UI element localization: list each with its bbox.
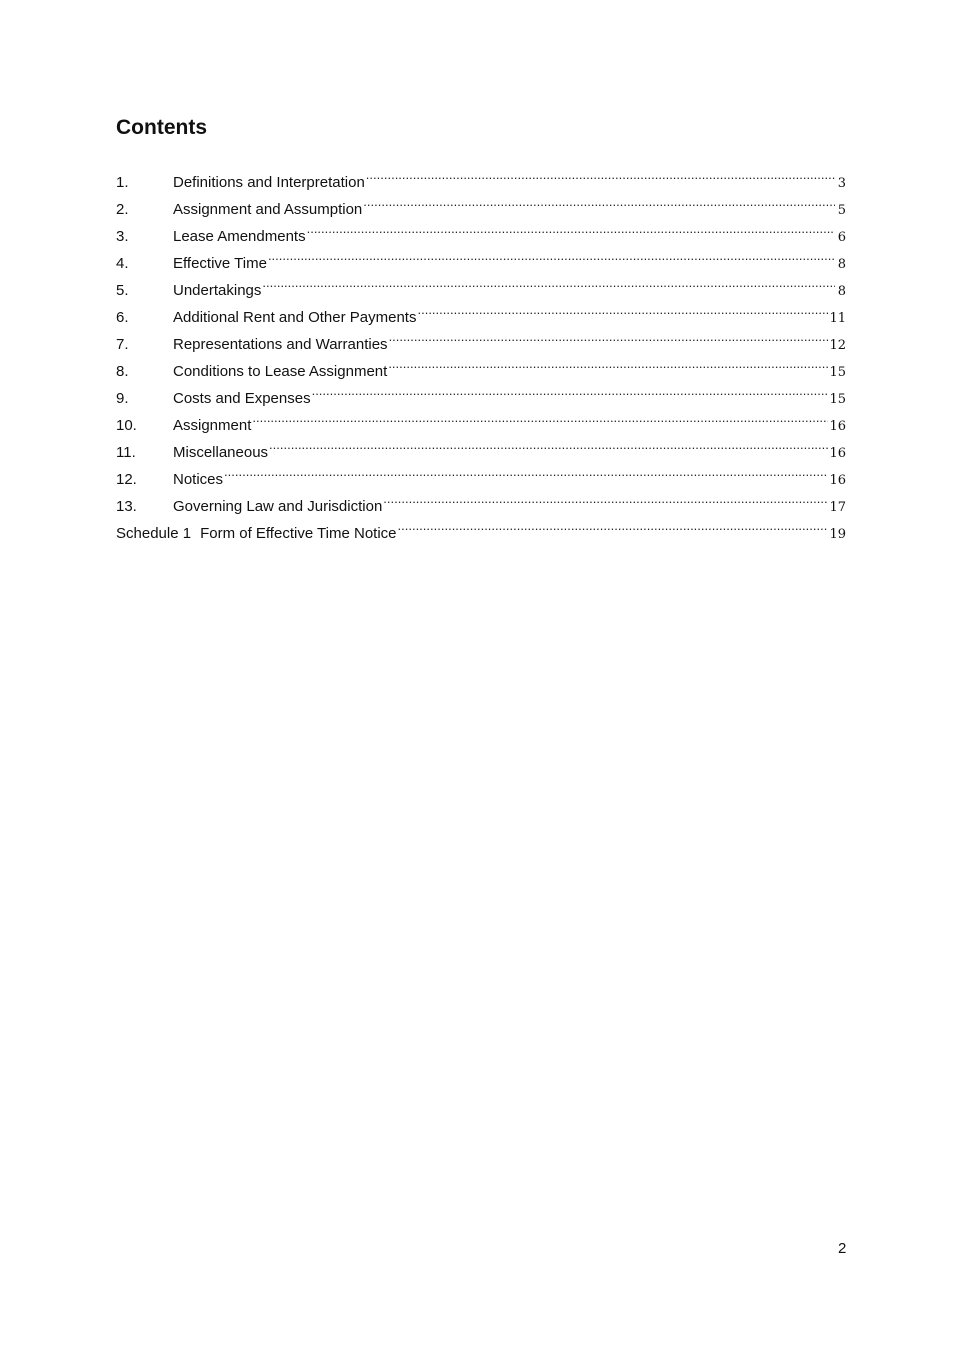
- toc-entry-page: 16: [829, 473, 846, 488]
- dot-leader: [366, 160, 835, 187]
- toc-entry-page: 15: [829, 392, 846, 407]
- toc-entry-page: 12: [829, 338, 846, 353]
- toc-entry-title[interactable]: Undertakings: [173, 282, 262, 299]
- toc-entry-page: 8: [837, 257, 846, 272]
- toc-entry-number: 12.: [116, 471, 137, 488]
- toc-entry-title[interactable]: Governing Law and Jurisdiction: [173, 498, 383, 515]
- dot-leader: [262, 268, 835, 295]
- toc-entry-title[interactable]: Effective Time: [173, 255, 267, 272]
- toc-entry-number: 8.: [116, 363, 129, 380]
- toc-entry[interactable]: [116, 457, 846, 488]
- toc-schedule-page: 19: [829, 527, 846, 542]
- page-number: 2: [838, 1240, 847, 1257]
- toc-entry-number: 10.: [116, 417, 137, 434]
- toc-entry-title[interactable]: Assignment: [173, 417, 252, 434]
- dot-leader: [312, 376, 829, 403]
- dot-leader: [268, 241, 835, 268]
- page-title: Contents: [116, 116, 207, 139]
- toc-entry-number: 6.: [116, 309, 129, 326]
- toc-entry-number: 11.: [116, 444, 136, 461]
- dot-leader: [398, 511, 829, 538]
- toc-entry-number: 9.: [116, 390, 129, 407]
- toc-entry-page: 16: [829, 419, 846, 434]
- toc-entry-title[interactable]: Definitions and Interpretation: [173, 174, 365, 191]
- dot-leader: [389, 322, 829, 349]
- toc-schedule-label: Schedule 1: [116, 525, 192, 542]
- toc-entry-number: 7.: [116, 336, 129, 353]
- dot-leader: [388, 349, 828, 376]
- dot-leader: [252, 403, 828, 430]
- toc-entry[interactable]: [116, 160, 846, 191]
- toc-entry-title[interactable]: Costs and Expenses: [173, 390, 311, 407]
- toc-entry-title[interactable]: Representations and Warranties: [173, 336, 388, 353]
- dot-leader: [307, 214, 835, 241]
- toc-entry-number: 4.: [116, 255, 129, 272]
- toc-entry-page: 11: [829, 311, 846, 326]
- toc-entry-page: 5: [837, 203, 846, 218]
- toc-entry-number: 5.: [116, 282, 129, 299]
- toc-schedule-title[interactable]: Form of Effective Time Notice: [200, 525, 397, 542]
- toc-entry-page: 15: [829, 365, 846, 380]
- toc-entry-page: 8: [837, 284, 846, 299]
- toc-entry-title[interactable]: Assignment and Assumption: [173, 201, 363, 218]
- toc-entry-title[interactable]: Lease Amendments: [173, 228, 306, 245]
- toc-entry-number: 13.: [116, 498, 137, 515]
- toc-entry-title[interactable]: Notices: [173, 471, 224, 488]
- dot-leader: [224, 457, 828, 484]
- toc-entry-title[interactable]: Conditions to Lease Assignment: [173, 363, 388, 380]
- toc-entry-page: 16: [829, 446, 846, 461]
- toc-entry-number: 3.: [116, 228, 129, 245]
- dot-leader: [363, 187, 835, 214]
- toc-entry[interactable]: [116, 484, 846, 515]
- toc-entry-title[interactable]: Miscellaneous: [173, 444, 269, 461]
- table-of-contents: [116, 160, 846, 542]
- dot-leader: [269, 430, 828, 457]
- toc-entry-title[interactable]: Additional Rent and Other Payments: [173, 309, 417, 326]
- dot-leader: [417, 295, 828, 322]
- toc-entry-page: 17: [829, 500, 846, 515]
- toc-entry-number: 1.: [116, 174, 129, 191]
- toc-entry-number: 2.: [116, 201, 129, 218]
- toc-entry-page: 6: [837, 230, 846, 245]
- dot-leader: [383, 484, 828, 511]
- toc-entry-page: 3: [837, 176, 846, 191]
